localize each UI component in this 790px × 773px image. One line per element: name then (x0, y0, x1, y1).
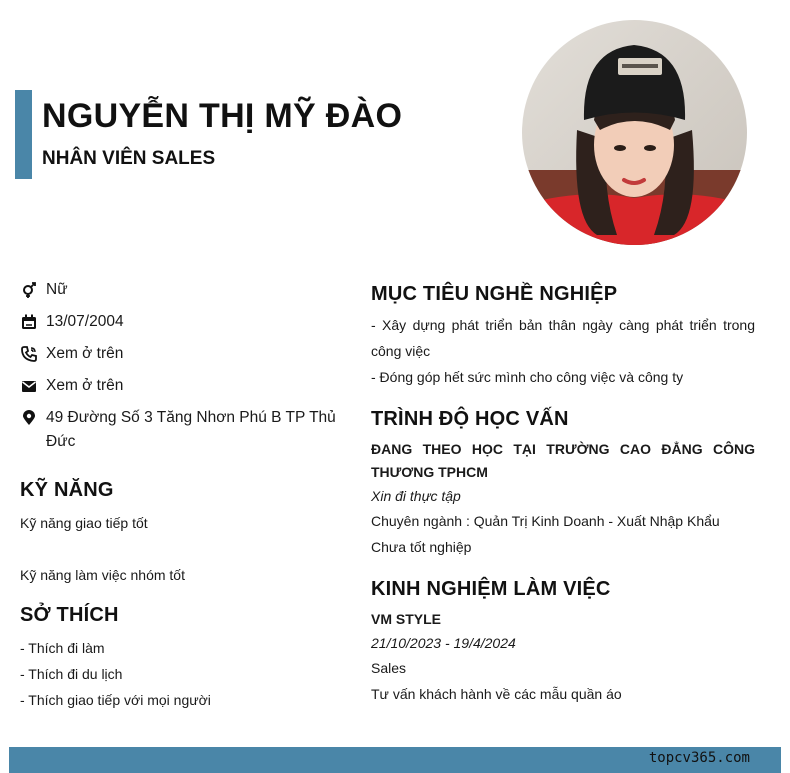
footer-watermark: topcv365.com (648, 750, 750, 766)
career-goal-item: - Đóng góp hết sức mình cho công việc và công ty (371, 369, 684, 385)
envelope-icon (20, 374, 37, 398)
skill-item: Kỹ năng làm việc nhóm tốt (20, 567, 185, 583)
job-title: NHÂN VIÊN SALES (42, 148, 216, 169)
skill-item: Kỹ năng giao tiếp tốt (20, 515, 148, 531)
profile-photo (522, 20, 747, 245)
phone-icon (20, 342, 37, 366)
hobby-item: - Thích đi làm (20, 640, 105, 656)
gender-icon (20, 278, 37, 302)
birthdate-value: 13/07/2004 (46, 313, 124, 330)
skills-heading: KỸ NĂNG (20, 479, 114, 501)
education-note: Xin đi thực tập (371, 488, 461, 504)
candidate-name: NGUYỄN THỊ MỸ ĐÀO (42, 97, 403, 135)
contact-gender (20, 278, 340, 302)
education-heading: TRÌNH ĐỘ HỌC VẤN (371, 408, 569, 430)
experience-role: Sales (371, 660, 407, 676)
hobby-item: - Thích đi du lịch (20, 666, 123, 682)
location-pin-icon (20, 406, 37, 430)
phone-value: Xem ở trên (46, 345, 124, 362)
hobbies-list (20, 635, 211, 713)
education-major: Chuyên ngành : Quản Trị Kinh Doanh - Xuất Nhập Khẩu (371, 513, 720, 529)
education-status: Chưa tốt nghiệp (371, 539, 472, 555)
hobby-item: - Thích giao tiếp với mọi người (20, 692, 211, 708)
header-accent-bar (15, 90, 32, 179)
career-goal-heading: MỤC TIÊU NGHỀ NGHIỆP (371, 283, 618, 305)
address-value: 49 Đường Số 3 Tăng Nhơn Phú B TP Thủ Đức (46, 409, 336, 450)
gender-value: Nữ (46, 281, 68, 298)
footer-bar (9, 747, 781, 773)
contact-phone (20, 342, 340, 366)
email-value: Xem ở trên (46, 377, 124, 394)
hobbies-heading: SỞ THÍCH (20, 604, 119, 626)
experience-description: Tư vấn khách hành về các mẫu quần áo (371, 686, 622, 702)
contact-address (20, 406, 340, 454)
contact-email (20, 374, 340, 398)
contact-list (20, 278, 340, 462)
experience-heading: KINH NGHIỆM LÀM VIỆC (371, 578, 611, 600)
education-school: ĐANG THEO HỌC TẠI TRƯỜNG CAO ĐẲNG CÔNG THƯƠNG TPHCM (371, 441, 755, 480)
career-goal-item: - Xây dựng phát triển bản thân ngày càng phát triển trong công việc (371, 317, 755, 359)
experience-company: VM STYLE (371, 611, 442, 627)
experience-dates: 21/10/2023 - 19/4/2024 (371, 635, 516, 651)
calendar-icon (20, 310, 37, 334)
contact-birthdate (20, 310, 340, 334)
career-goal-list (371, 312, 755, 390)
